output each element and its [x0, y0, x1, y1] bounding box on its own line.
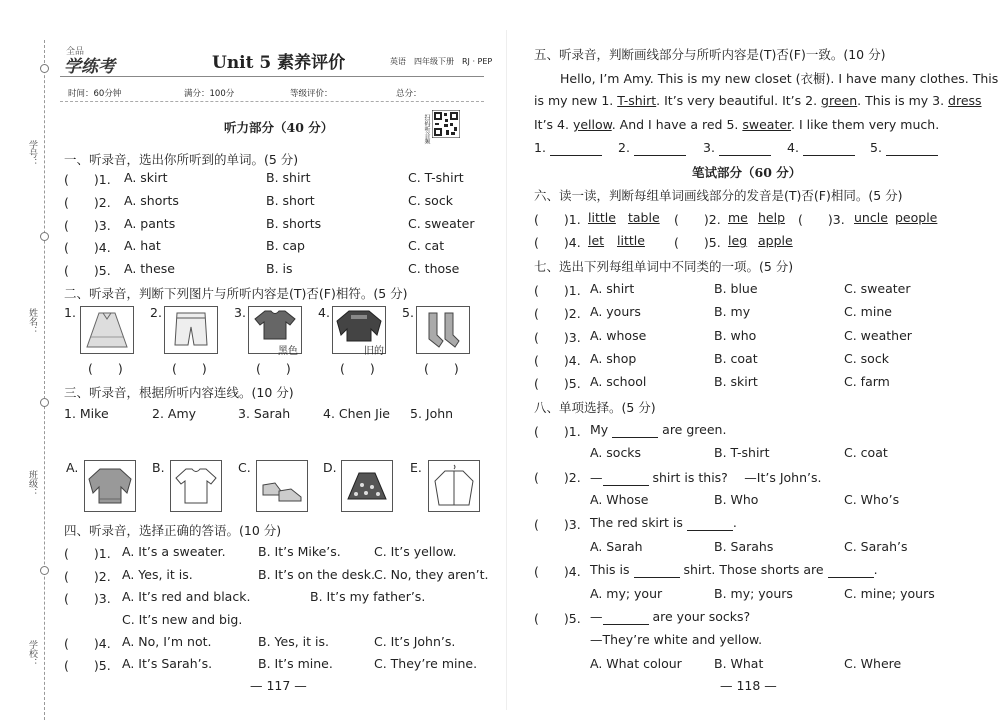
option-c: C. farm — [844, 374, 890, 389]
option-a: A. shop — [590, 351, 637, 366]
sweater-icon[interactable] — [84, 460, 136, 512]
option-a: A. shirt — [590, 281, 635, 296]
answer-paren[interactable]: ( )3. — [64, 218, 111, 233]
answer-blank[interactable]: 3. — [703, 140, 771, 156]
info-grade: 等级评价： — [290, 89, 333, 99]
option-a: A. No, I’m not. — [122, 634, 212, 649]
binding-hole — [40, 232, 49, 241]
answer-paren[interactable]: ( )3. — [64, 591, 111, 606]
page-number-right: — 118 — — [720, 678, 777, 693]
section-7-title: 七、选出下列每组单词中不同类的一项。(5 分) — [534, 259, 794, 274]
option-c: C. sock — [408, 193, 453, 208]
option-b: B. T-shirt — [714, 445, 770, 460]
page-title: Unit 5 素养评价 — [212, 53, 346, 73]
option-a: A. It’s red and black. — [122, 589, 251, 604]
option-a: A. these — [124, 261, 175, 276]
option-a: A. skirt — [124, 170, 168, 185]
option-a: A. Sarah — [590, 539, 643, 554]
option-a: A. What colour — [590, 656, 682, 671]
option-b: B. It’s on the desk. — [258, 567, 375, 582]
section-6-title: 六、读一读，判断每组单词画线部分的发音是(T)否(F)相同。(5 分) — [534, 188, 903, 203]
answer-paren[interactable]: ( )4. — [534, 235, 581, 250]
skirt-icon[interactable] — [341, 460, 393, 512]
option-a: A. Yes, it is. — [122, 567, 193, 582]
option-b: B. short — [266, 193, 315, 208]
option-c: C. mine; yours — [844, 586, 935, 601]
answer-paren[interactable]: ( )5. — [534, 376, 581, 391]
option-b: B. skirt — [714, 374, 758, 389]
passage-underline: green — [821, 93, 858, 108]
info-rule — [60, 101, 484, 102]
answer-paren[interactable]: ( )3. — [534, 330, 581, 345]
question-stem: This is shirt. Those shorts are . — [590, 562, 878, 577]
option-c: C. Who’s — [844, 492, 900, 507]
option-b: B. Yes, it is. — [258, 634, 329, 649]
shoes-icon[interactable] — [256, 460, 308, 512]
match-name[interactable]: 4. Chen Jie — [323, 406, 390, 421]
option-a: A. school — [590, 374, 647, 389]
option-a: A. shorts — [124, 193, 179, 208]
answer-paren[interactable]: ( )2. — [534, 470, 581, 485]
match-name[interactable]: 2. Amy — [152, 406, 197, 421]
answer-paren[interactable]: ( ) — [172, 361, 207, 376]
answer-paren[interactable]: ( )2. — [64, 195, 111, 210]
header-rule — [60, 76, 484, 77]
pic-num: 2. — [150, 305, 162, 320]
qr-code-icon[interactable] — [432, 110, 460, 141]
binding-hole — [40, 566, 49, 575]
answer-paren[interactable]: ( )4. — [64, 240, 111, 255]
option-b: B. It’s mine. — [258, 656, 333, 671]
section-3-title: 三、听录音，根据所听内容连线。(10 分) — [64, 385, 294, 400]
option-c: C. cat — [408, 238, 445, 253]
page-number-left: — 117 — — [250, 678, 307, 693]
passage-line-1: Hello, I’m Amy. This is my new closet (衣橱). I have many clothes. This — [560, 71, 999, 86]
question-stem: The red skirt is . — [590, 515, 737, 530]
phonics-word: apple — [758, 233, 793, 248]
binding-label-school: 学校： — [27, 640, 37, 667]
option-a: A. yours — [590, 304, 641, 319]
option-b: B. Who — [714, 492, 759, 507]
phonics-word: little — [617, 233, 645, 248]
option-b: B. What — [714, 656, 764, 671]
option-c: C. No, they aren’t. — [374, 567, 489, 582]
info-score: 总分： — [396, 89, 422, 99]
option-a: A. hat — [124, 238, 161, 253]
option-b: B. my — [714, 304, 751, 319]
qr-label: 扫码听音频 — [423, 114, 430, 144]
question-stem: — are your socks? — [590, 609, 751, 624]
book-meta: 英语 四年级下册 RJ · PEP — [390, 57, 493, 66]
phonics-word: people — [895, 210, 938, 225]
option-a: A. It’s a sweater. — [122, 544, 226, 559]
section-4-title: 四、听录音，选择正确的答语。(10 分) — [64, 523, 282, 538]
answer-paren[interactable]: ( )2. — [674, 212, 721, 227]
option-b: B. It’s Mike’s. — [258, 544, 341, 559]
binding-line — [44, 40, 45, 720]
question-reply: —They’re white and yellow. — [590, 632, 763, 647]
answer-paren[interactable]: ( )4. — [534, 564, 581, 579]
skirt-icon — [80, 306, 134, 354]
info-time: 时间：60分钟 — [68, 89, 122, 99]
match-name[interactable]: 3. Sarah — [238, 406, 291, 421]
tshirt-icon[interactable] — [170, 460, 222, 512]
phonics-word: leg — [728, 233, 748, 248]
answer-paren[interactable]: ( ) — [424, 361, 459, 376]
option-c: C. sock — [844, 351, 889, 366]
info-full: 满分：100分 — [184, 89, 235, 99]
answer-paren[interactable]: ( )1. — [534, 212, 581, 227]
option-c: C. those — [408, 261, 460, 276]
option-b: B. is — [266, 261, 293, 276]
logo: 学练考 — [64, 57, 115, 77]
answer-blank[interactable]: 4. — [787, 140, 855, 156]
answer-paren[interactable]: ( ) — [340, 361, 375, 376]
phonics-word: uncle — [854, 210, 888, 225]
pic-num: 3. — [234, 305, 246, 320]
option-c: C. T-shirt — [408, 170, 464, 185]
binding-hole — [40, 398, 49, 407]
match-name[interactable]: 5. John — [410, 406, 454, 421]
answer-paren[interactable]: ( )1. — [64, 546, 111, 561]
option-c: C. It’s new and big. — [122, 612, 243, 627]
option-b: B. shirt — [266, 170, 311, 185]
option-a: A. pants — [124, 216, 176, 231]
match-letter: B. — [152, 460, 165, 475]
option-c: C. It’s yellow. — [374, 544, 457, 559]
answer-paren[interactable]: ( )3. — [798, 212, 845, 227]
passage-underline: dress — [948, 93, 982, 108]
option-a: A. socks — [590, 445, 642, 460]
answer-paren[interactable]: ( )2. — [534, 306, 581, 321]
pic-num: 5. — [402, 305, 414, 320]
answer-paren[interactable]: ( )5. — [64, 263, 111, 278]
binding-hole — [40, 64, 49, 73]
answer-paren[interactable]: ( )1. — [534, 283, 581, 298]
section-1-title: 一、听录音，选出你所听到的单词。(5 分) — [64, 152, 299, 167]
answer-paren[interactable]: ( )1. — [64, 172, 111, 187]
match-letter: D. — [323, 460, 337, 475]
section-2-title: 二、听录音，判断下列图片与所听内容是(T)否(F)相符。(5 分) — [64, 286, 408, 301]
pic-num: 4. — [318, 305, 330, 320]
option-c: C. weather — [844, 328, 912, 343]
option-c: C. sweater — [408, 216, 475, 231]
option-a: A. my; your — [590, 586, 663, 601]
phonics-word: let — [588, 233, 605, 248]
passage-underline: yellow — [572, 117, 612, 132]
option-b: B. Sarahs — [714, 539, 774, 554]
option-b: B. cap — [266, 238, 305, 253]
pic-caption-old: 旧的 — [364, 346, 384, 357]
answer-paren[interactable]: ( )2. — [64, 569, 111, 584]
binding-label-id: 学号： — [27, 140, 37, 167]
match-letter: A. — [66, 460, 79, 475]
passage-line-3: It’s 4. yellow. And I have a red 5. sweater. I like them very much. — [534, 117, 940, 132]
answer-paren[interactable]: ( )1. — [534, 424, 581, 439]
section-8-title: 八、单项选择。(5 分) — [534, 400, 656, 415]
option-c: C. Sarah’s — [844, 539, 908, 554]
option-c: C. coat — [844, 445, 888, 460]
question-stem: My are green. — [590, 422, 727, 437]
phonics-word: table — [628, 210, 660, 225]
passage-underline: T-shirt — [617, 93, 657, 108]
answer-paren[interactable]: ( )5. — [64, 658, 111, 673]
answer-paren[interactable]: ( )4. — [64, 636, 111, 651]
option-c: C. They’re mine. — [374, 656, 478, 671]
option-b: B. coat — [714, 351, 758, 366]
listening-title: 听力部分（40 分） — [224, 120, 334, 135]
option-b: B. who — [714, 328, 757, 343]
answer-paren[interactable]: ( )5. — [674, 235, 721, 250]
jacket-icon[interactable] — [428, 460, 480, 512]
answer-blank[interactable]: 1. — [534, 140, 602, 156]
logo-top: 全品 — [66, 47, 85, 57]
shorts-icon — [164, 306, 218, 354]
option-c: C. sweater — [844, 281, 911, 296]
answer-paren[interactable]: ( )5. — [534, 611, 581, 626]
passage-line-2: is my new 1. T-shirt. It’s very beautiful. It’s 2. green. This is my 3. dress — [534, 93, 982, 108]
option-b: B. It’s my father’s. — [310, 589, 426, 604]
option-a: A. Whose — [590, 492, 649, 507]
writing-title: 笔试部分（60 分） — [692, 165, 802, 180]
match-letter: E. — [410, 460, 422, 475]
phonics-word: me — [728, 210, 748, 225]
option-a: A. It’s Sarah’s. — [122, 656, 213, 671]
answer-paren[interactable]: ( )4. — [534, 353, 581, 368]
answer-blank[interactable]: 5. — [870, 140, 938, 156]
section-5-title: 五、听录音，判断画线部分与所听内容是(T)否(F)一致。(10 分) — [534, 47, 886, 62]
answer-blank[interactable]: 2. — [618, 140, 686, 156]
option-c: C. Where — [844, 656, 902, 671]
option-a: A. whose — [590, 328, 647, 343]
match-name[interactable]: 1. Mike — [64, 406, 109, 421]
socks-icon — [416, 306, 470, 354]
binding-label-class: 班级： — [27, 470, 37, 497]
phonics-word: help — [758, 210, 786, 225]
page-divider — [506, 30, 507, 710]
question-stem: — shirt is this? —It’s John’s. — [590, 470, 822, 485]
phonics-word: little — [588, 210, 616, 225]
answer-paren[interactable]: ( )3. — [534, 517, 581, 532]
pic-num: 1. — [64, 305, 76, 320]
option-b: B. my; yours — [714, 586, 793, 601]
pic-caption-black: 黑色 — [278, 346, 298, 357]
option-b: B. blue — [714, 281, 758, 296]
answer-paren[interactable]: ( ) — [88, 361, 123, 376]
option-b: B. shorts — [266, 216, 322, 231]
option-c: C. mine — [844, 304, 892, 319]
match-letter: C. — [238, 460, 251, 475]
binding-label-name: 姓名： — [27, 308, 37, 335]
passage-underline: sweater — [742, 117, 792, 132]
answer-paren[interactable]: ( ) — [256, 361, 291, 376]
option-c: C. It’s John’s. — [374, 634, 456, 649]
